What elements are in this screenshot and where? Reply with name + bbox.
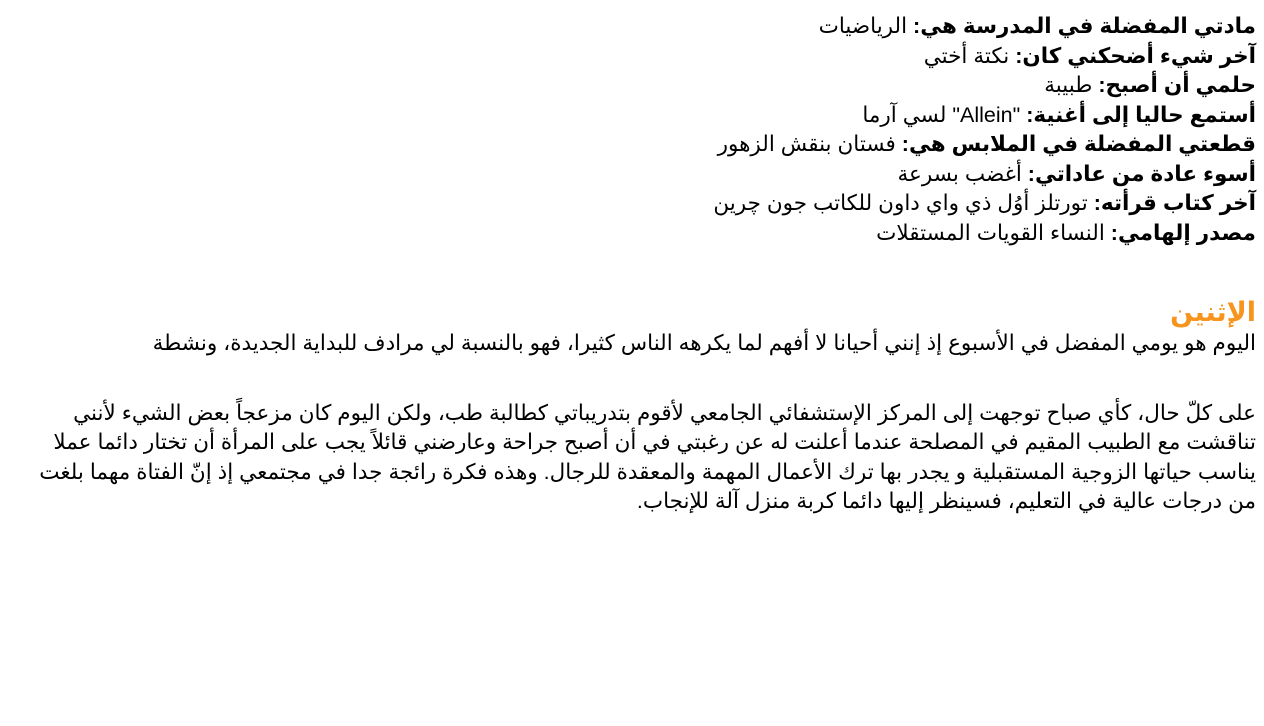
fact-last-laugh bbox=[16, 42, 1256, 72]
fact-value: النساء القويات المستقلات bbox=[876, 220, 1111, 245]
fact-favorite-clothing bbox=[16, 130, 1256, 160]
fact-label: حلمي أن أصبح: bbox=[1098, 73, 1256, 97]
fact-last-book bbox=[16, 189, 1256, 219]
paragraph-intro: اليوم هو يومي المفضل في الأسبوع إذ إنني أحيانا لا أفهم لما يكرهه الناس كثيرا، فهو بالنسبة لي مرادف للبداية الجديدة، ونشطة bbox=[152, 331, 1256, 355]
fact-label: أسوء عادة من عاداتي: bbox=[1027, 161, 1256, 186]
fact-value: تورتلز أوُل ذي واي داون للكاتب جون چرين bbox=[713, 191, 1094, 215]
fact-current-song bbox=[16, 101, 1256, 131]
fact-favorite-subject bbox=[16, 12, 1256, 42]
paragraph-hospital: على كلّ حال، كأي صباح توجهت إلى المركز الإستشفائي الجامعي لأقوم بتدريباتي كطالبة طب، ولكن اليوم كان مزعجاً بعض الشيء لأنني تناقشت مع الطبيب المقيم في المصلحة عندما أعلنت له عن رغبتي في أن أصبح جراحة وعارضني قائلاً يجب على المرأة أن تختار دائما عملا يناسب حياتها الزوجية المستقبلية و يجدر بها ترك الأعمال المهمة والمعقدة للرجال. وهذه فكرة رائجة جدا في مجتمعي إذ إنّ الفتاة مهما بلغت من درجات عالية في التعليم، فسينظر إليها دائما كربة منزل آلة للإنجاب. bbox=[39, 400, 1256, 513]
day-heading: الإثنين bbox=[1170, 297, 1256, 327]
fact-worst-habit bbox=[16, 160, 1256, 190]
about-me-list bbox=[16, 12, 1256, 248]
fact-dream bbox=[16, 71, 1256, 101]
fact-value: "Allein" لسي آرما bbox=[862, 102, 1027, 127]
fact-value: فستان بنقش الزهور bbox=[717, 132, 902, 156]
fact-label: مصدر إلهامي: bbox=[1110, 220, 1256, 245]
fact-label: قطعتي المفضلة في الملابس هي: bbox=[901, 132, 1256, 156]
fact-label: أستمع حاليا إلى أغنية: bbox=[1026, 102, 1256, 127]
fact-value: نكتة أختي bbox=[923, 43, 1016, 68]
diary-page bbox=[16, 12, 1256, 517]
fact-inspiration bbox=[16, 219, 1256, 249]
fact-label: آخر كتاب قرأته: bbox=[1093, 191, 1256, 215]
fact-value: طبيبة bbox=[1044, 73, 1099, 97]
fact-value: الرياضيات bbox=[818, 14, 914, 38]
fact-label: آخر شيء أضحكني كان: bbox=[1015, 43, 1256, 68]
fact-value: أغضب بسرعة bbox=[897, 161, 1028, 186]
fact-label: مادتي المفضلة في المدرسة هي: bbox=[913, 14, 1256, 38]
